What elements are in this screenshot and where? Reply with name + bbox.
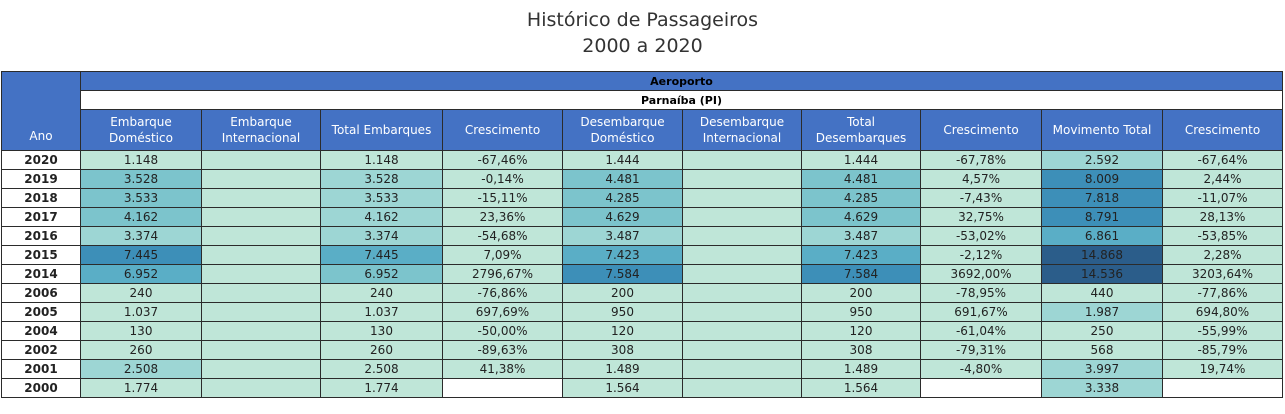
crescimento-embarques-cell: -54,68% (443, 227, 563, 246)
desembarque-internacional-cell (683, 284, 802, 303)
embarque-domestico-cell: 1.037 (81, 303, 202, 322)
year-cell: 2019 (2, 170, 81, 189)
group-header-aeroporto: Aeroporto (81, 72, 1283, 91)
movimento-total-cell: 8.791 (1042, 208, 1163, 227)
table-body (2, 151, 1283, 398)
crescimento-desembarques-cell: -4,80% (921, 360, 1042, 379)
crescimento-movimento-cell: -55,99% (1163, 322, 1283, 341)
total-embarques-cell: 1.148 (321, 151, 443, 170)
total-embarques-cell: 240 (321, 284, 443, 303)
col-header-embarque-domestico: Embarque Doméstico (81, 110, 202, 151)
movimento-total-cell: 14.536 (1042, 265, 1163, 284)
total-desembarques-cell: 7.584 (802, 265, 921, 284)
passenger-table-container (1, 71, 1283, 398)
crescimento-movimento-cell: 19,74% (1163, 360, 1283, 379)
title-line-2: 2000 a 2020 (582, 35, 703, 57)
desembarque-domestico-cell: 4.481 (563, 170, 683, 189)
crescimento-desembarques-cell: -61,04% (921, 322, 1042, 341)
col-header-embarque-internacional: Embarque Internacional (202, 110, 321, 151)
crescimento-movimento-cell: 3203,64% (1163, 265, 1283, 284)
col-header-crescimento-embarques: Crescimento (443, 110, 563, 151)
crescimento-movimento-cell: -77,86% (1163, 284, 1283, 303)
desembarque-internacional-cell (683, 208, 802, 227)
year-cell: 2004 (2, 322, 81, 341)
desembarque-domestico-cell: 1.564 (563, 379, 683, 398)
desembarque-domestico-cell: 1.444 (563, 151, 683, 170)
embarque-domestico-cell: 1.774 (81, 379, 202, 398)
crescimento-desembarques-cell: 691,67% (921, 303, 1042, 322)
crescimento-desembarques-cell: -79,31% (921, 341, 1042, 360)
embarque-internacional-cell (202, 284, 321, 303)
crescimento-movimento-cell: -53,85% (1163, 227, 1283, 246)
embarque-internacional-cell (202, 379, 321, 398)
embarque-domestico-cell: 260 (81, 341, 202, 360)
embarque-domestico-cell: 240 (81, 284, 202, 303)
total-desembarques-cell: 7.423 (802, 246, 921, 265)
crescimento-movimento-cell: 2,28% (1163, 246, 1283, 265)
table-row (2, 284, 1283, 303)
movimento-total-cell: 14.868 (1042, 246, 1163, 265)
desembarque-domestico-cell: 4.285 (563, 189, 683, 208)
crescimento-desembarques-cell: -2,12% (921, 246, 1042, 265)
crescimento-desembarques-cell: 32,75% (921, 208, 1042, 227)
total-embarques-cell: 4.162 (321, 208, 443, 227)
crescimento-movimento-cell: 28,13% (1163, 208, 1283, 227)
embarque-internacional-cell (202, 246, 321, 265)
year-cell: 2014 (2, 265, 81, 284)
embarque-internacional-cell (202, 322, 321, 341)
total-desembarques-cell: 120 (802, 322, 921, 341)
year-column-header: Ano (2, 72, 81, 151)
embarque-domestico-cell: 1.148 (81, 151, 202, 170)
total-desembarques-cell: 1.489 (802, 360, 921, 379)
desembarque-internacional-cell (683, 246, 802, 265)
crescimento-desembarques-cell: -67,78% (921, 151, 1042, 170)
desembarque-internacional-cell (683, 151, 802, 170)
table-row (2, 303, 1283, 322)
embarque-internacional-cell (202, 341, 321, 360)
embarque-domestico-cell: 2.508 (81, 360, 202, 379)
year-cell: 2020 (2, 151, 81, 170)
embarque-internacional-cell (202, 227, 321, 246)
table-row (2, 265, 1283, 284)
desembarque-internacional-cell (683, 360, 802, 379)
col-header-total-embarques: Total Embarques (321, 110, 443, 151)
total-desembarques-cell: 1.444 (802, 151, 921, 170)
crescimento-desembarques-cell: -78,95% (921, 284, 1042, 303)
desembarque-internacional-cell (683, 227, 802, 246)
embarque-internacional-cell (202, 151, 321, 170)
crescimento-embarques-cell: 23,36% (443, 208, 563, 227)
desembarque-internacional-cell (683, 322, 802, 341)
table-row (2, 246, 1283, 265)
crescimento-embarques-cell: 41,38% (443, 360, 563, 379)
desembarque-domestico-cell: 120 (563, 322, 683, 341)
desembarque-internacional-cell (683, 189, 802, 208)
crescimento-embarques-cell: 697,69% (443, 303, 563, 322)
desembarque-internacional-cell (683, 265, 802, 284)
table-row (2, 322, 1283, 341)
total-embarques-cell: 3.374 (321, 227, 443, 246)
desembarque-internacional-cell (683, 341, 802, 360)
total-embarques-cell: 3.533 (321, 189, 443, 208)
crescimento-desembarques-cell: 3692,00% (921, 265, 1042, 284)
total-embarques-cell: 6.952 (321, 265, 443, 284)
embarque-internacional-cell (202, 360, 321, 379)
total-embarques-cell: 2.508 (321, 360, 443, 379)
col-header-crescimento-desembarques: Crescimento (921, 110, 1042, 151)
movimento-total-cell: 3.997 (1042, 360, 1163, 379)
crescimento-movimento-cell: -11,07% (1163, 189, 1283, 208)
desembarque-domestico-cell: 200 (563, 284, 683, 303)
desembarque-domestico-cell: 1.489 (563, 360, 683, 379)
year-cell: 2017 (2, 208, 81, 227)
total-desembarques-cell: 308 (802, 341, 921, 360)
total-desembarques-cell: 4.285 (802, 189, 921, 208)
crescimento-movimento-cell (1163, 379, 1283, 398)
table-row (2, 341, 1283, 360)
col-header-desembarque-internacional: Desembarque Internacional (683, 110, 802, 151)
movimento-total-cell: 7.818 (1042, 189, 1163, 208)
movimento-total-cell: 6.861 (1042, 227, 1163, 246)
crescimento-embarques-cell: -67,46% (443, 151, 563, 170)
table-row (2, 379, 1283, 398)
desembarque-domestico-cell: 950 (563, 303, 683, 322)
year-cell: 2002 (2, 341, 81, 360)
total-desembarques-cell: 200 (802, 284, 921, 303)
embarque-internacional-cell (202, 208, 321, 227)
crescimento-movimento-cell: -67,64% (1163, 151, 1283, 170)
year-cell: 2016 (2, 227, 81, 246)
year-cell: 2015 (2, 246, 81, 265)
year-cell: 2001 (2, 360, 81, 379)
embarque-internacional-cell (202, 303, 321, 322)
crescimento-embarques-cell: -89,63% (443, 341, 563, 360)
crescimento-embarques-cell: 2796,67% (443, 265, 563, 284)
movimento-total-cell: 1.987 (1042, 303, 1163, 322)
year-cell: 2006 (2, 284, 81, 303)
total-embarques-cell: 7.445 (321, 246, 443, 265)
desembarque-domestico-cell: 4.629 (563, 208, 683, 227)
crescimento-embarques-cell: -50,00% (443, 322, 563, 341)
crescimento-desembarques-cell: -7,43% (921, 189, 1042, 208)
crescimento-movimento-cell: -85,79% (1163, 341, 1283, 360)
movimento-total-cell: 440 (1042, 284, 1163, 303)
desembarque-internacional-cell (683, 379, 802, 398)
total-embarques-cell: 3.528 (321, 170, 443, 189)
total-desembarques-cell: 4.629 (802, 208, 921, 227)
subgroup-header-airport: Parnaíba (PI) (81, 91, 1283, 110)
movimento-total-cell: 250 (1042, 322, 1163, 341)
total-desembarques-cell: 950 (802, 303, 921, 322)
movimento-total-cell: 568 (1042, 341, 1163, 360)
table-row (2, 170, 1283, 189)
title-line-1: Histórico de Passageiros (526, 9, 759, 31)
col-header-desembarque-domestico: Desembarque Doméstico (563, 110, 683, 151)
crescimento-embarques-cell: 7,09% (443, 246, 563, 265)
desembarque-domestico-cell: 3.487 (563, 227, 683, 246)
col-header-movimento-total: Movimento Total (1042, 110, 1163, 151)
table-row (2, 189, 1283, 208)
crescimento-movimento-cell: 694,80% (1163, 303, 1283, 322)
desembarque-domestico-cell: 7.584 (563, 265, 683, 284)
passenger-history-table (1, 71, 1283, 398)
movimento-total-cell: 2.592 (1042, 151, 1163, 170)
crescimento-desembarques-cell: -53,02% (921, 227, 1042, 246)
crescimento-embarques-cell (443, 379, 563, 398)
total-embarques-cell: 1.774 (321, 379, 443, 398)
desembarque-internacional-cell (683, 303, 802, 322)
crescimento-desembarques-cell (921, 379, 1042, 398)
table-row (2, 360, 1283, 379)
year-cell: 2000 (2, 379, 81, 398)
desembarque-domestico-cell: 308 (563, 341, 683, 360)
total-embarques-cell: 1.037 (321, 303, 443, 322)
desembarque-internacional-cell (683, 170, 802, 189)
table-row (2, 208, 1283, 227)
report-title (0, 7, 1285, 59)
table-row (2, 151, 1283, 170)
embarque-domestico-cell: 3.528 (81, 170, 202, 189)
movimento-total-cell: 3.338 (1042, 379, 1163, 398)
total-embarques-cell: 130 (321, 322, 443, 341)
embarque-domestico-cell: 4.162 (81, 208, 202, 227)
col-header-crescimento-movimento: Crescimento (1163, 110, 1283, 151)
col-header-total-desembarques: Total Desembarques (802, 110, 921, 151)
total-desembarques-cell: 4.481 (802, 170, 921, 189)
crescimento-embarques-cell: -15,11% (443, 189, 563, 208)
total-desembarques-cell: 1.564 (802, 379, 921, 398)
embarque-domestico-cell: 7.445 (81, 246, 202, 265)
crescimento-movimento-cell: 2,44% (1163, 170, 1283, 189)
movimento-total-cell: 8.009 (1042, 170, 1163, 189)
table-row (2, 227, 1283, 246)
total-embarques-cell: 260 (321, 341, 443, 360)
crescimento-embarques-cell: -76,86% (443, 284, 563, 303)
embarque-domestico-cell: 6.952 (81, 265, 202, 284)
embarque-domestico-cell: 130 (81, 322, 202, 341)
embarque-domestico-cell: 3.533 (81, 189, 202, 208)
desembarque-domestico-cell: 7.423 (563, 246, 683, 265)
embarque-domestico-cell: 3.374 (81, 227, 202, 246)
embarque-internacional-cell (202, 189, 321, 208)
total-desembarques-cell: 3.487 (802, 227, 921, 246)
year-cell: 2005 (2, 303, 81, 322)
embarque-internacional-cell (202, 170, 321, 189)
crescimento-embarques-cell: -0,14% (443, 170, 563, 189)
year-cell: 2018 (2, 189, 81, 208)
crescimento-desembarques-cell: 4,57% (921, 170, 1042, 189)
embarque-internacional-cell (202, 265, 321, 284)
